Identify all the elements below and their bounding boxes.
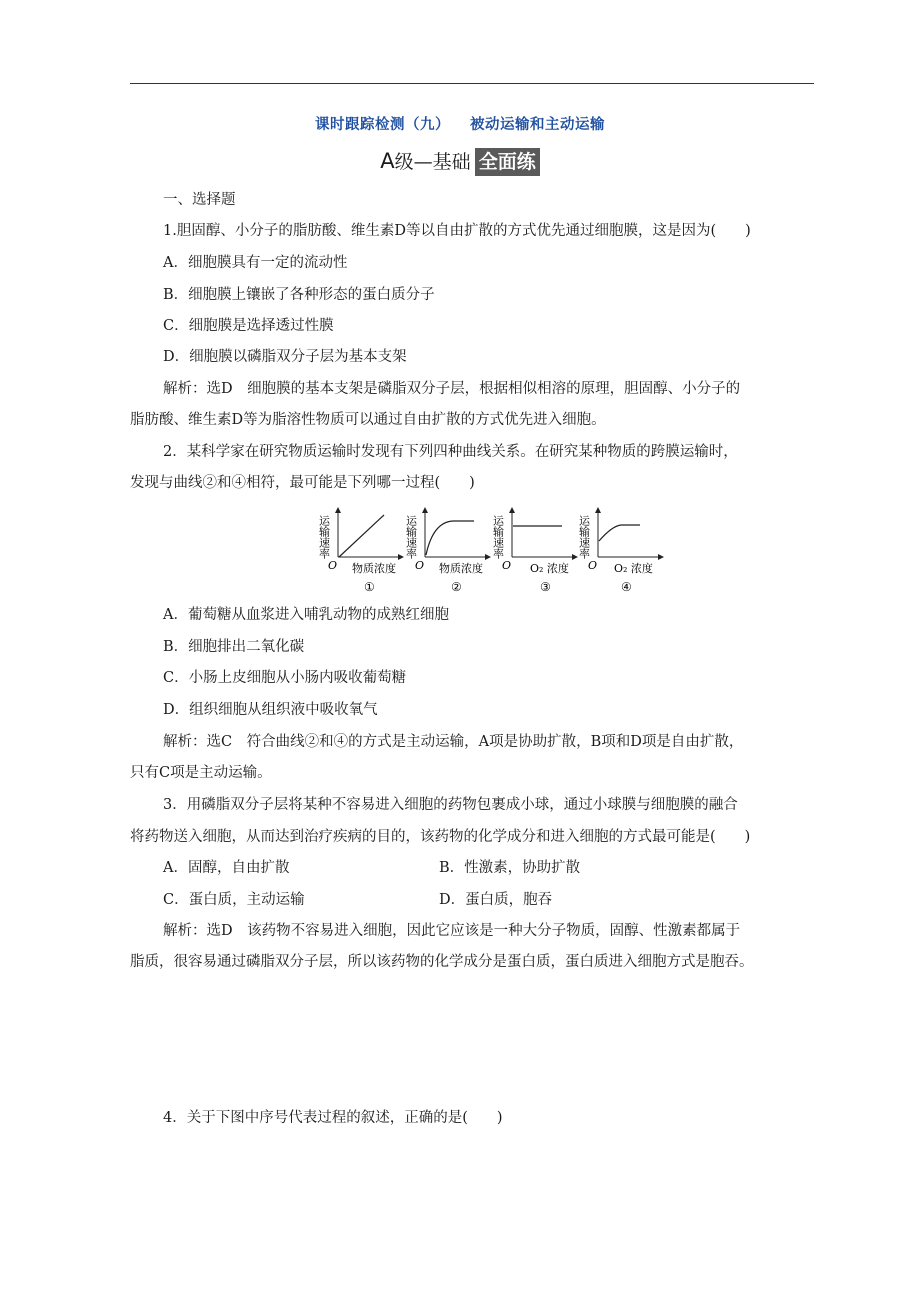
q3-option-d: D．蛋白质，胞吞 (439, 892, 553, 908)
graph-1-y-label: 运输速率 (318, 515, 331, 559)
title-right: 被动运输和主动运输 (470, 116, 605, 133)
question-3-line-2: 将药物送入细胞，从而达到治疗疾病的目的，该药物的化学成分和进入细胞的方式最可能是( ) (130, 829, 751, 845)
graph-3-number: ③ (540, 580, 551, 594)
graph-1-curve (339, 515, 384, 557)
question-2-line-1: 2．某科学家在研究物质运输时发现有下列四种曲线关系。在研究某种物质的跨膜运输时， (163, 444, 738, 460)
question-4: 4．关于下图中序号代表过程的叙述，正确的是( ) (163, 1110, 503, 1126)
q3-options-row-2 (163, 890, 552, 910)
q1-analysis-line-2: 脂肪酸、维生素D等为脂溶性物质可以通过自由扩散的方式优先进入细胞。 (130, 412, 606, 428)
graph-3-x-label: O₂ 浓度 (530, 562, 569, 575)
graph-2-y-label: 运输速率 (404, 515, 418, 559)
q1-option-d: D．细胞膜以磷脂双分子层为基本支架 (163, 349, 407, 365)
q1-option-b: B．细胞膜上镶嵌了各种形态的蛋白质分子 (163, 287, 435, 303)
graph-1-x-label: 物质浓度 (352, 562, 396, 575)
level-heading (0, 147, 920, 176)
graph-4-number: ④ (621, 580, 632, 594)
graph-4 (578, 508, 664, 594)
graph-3-y-label: 运输速率 (491, 515, 505, 559)
graph-4-curve (599, 525, 640, 541)
q3-option-c: C．蛋白质，主动运输 (163, 892, 305, 908)
graph-4-y-label: 运输速率 (577, 515, 591, 559)
q1-option-a: A．细胞膜具有一定的流动性 (163, 255, 348, 271)
q3-option-a: A．固醇，自由扩散 (163, 860, 290, 876)
level-box: 全面练 (475, 148, 540, 176)
graph-2 (405, 508, 491, 594)
graph-1 (318, 508, 403, 594)
page-title (0, 113, 920, 134)
graph-3 (492, 508, 578, 594)
q1-option-c: C．细胞膜是选择透过性膜 (163, 318, 334, 334)
q3-options-row-1 (163, 858, 580, 878)
q3-option-b: B．性激素，协助扩散 (439, 860, 581, 876)
level-prefix: A (380, 149, 395, 173)
q2-analysis-line-2: 只有C项是主动运输。 (130, 765, 272, 781)
q3-analysis-line-2: 脂质，很容易通过磷脂双分子层，所以该药物的化学成分是蛋白质，蛋白质进入细胞方式是胞吞。 (130, 954, 754, 970)
title-left: 课时跟踪检测（九） (315, 116, 450, 133)
question-2-line-2: 发现与曲线②和④相符，最可能是下列哪一过程( ) (130, 475, 475, 491)
graph-4-x-label: O₂ 浓度 (614, 562, 653, 575)
q2-option-a: A．葡萄糖从血浆进入哺乳动物的成熟红细胞 (163, 607, 449, 623)
level-mid: 级—基础 (394, 151, 471, 173)
top-rule (130, 83, 814, 84)
q1-analysis-line-1: 解析：选D 细胞膜的基本支架是磷脂双分子层，根据相似相溶的原理，胆固醇、小分子的 (163, 381, 741, 397)
graph-2-x-label: 物质浓度 (439, 562, 483, 575)
transport-curves-figure (318, 505, 668, 600)
q2-option-d: D．组织细胞从组织液中吸收氧气 (163, 702, 378, 718)
question-1: 1.胆固醇、小分子的脂肪酸、维生素D等以自由扩散的方式优先通过细胞膜，这是因为( ) (163, 223, 751, 239)
q2-option-b: B．细胞排出二氧化碳 (163, 639, 305, 655)
graph-3-origin: O (502, 559, 512, 572)
q3-analysis-line-1: 解析：选D 该药物不容易进入细胞，因此它应该是一种大分子物质，固醇、性激素都属于 (163, 923, 741, 939)
q2-analysis-line-1: 解析：选C 符合曲线②和④的方式是主动运输，A项是协助扩散，B项和D项是自由扩散， (163, 734, 744, 750)
graph-2-origin: O (415, 559, 425, 572)
question-3-line-1: 3．用磷脂双分子层将某种不容易进入细胞的药物包裹成小球，通过小球膜与细胞膜的融合 (163, 797, 738, 813)
graph-4-origin: O (588, 559, 598, 572)
graph-2-number: ② (451, 580, 462, 594)
graph-1-origin: O (328, 559, 338, 572)
graph-2-curve (426, 521, 474, 555)
graph-1-number: ① (364, 580, 375, 594)
q2-option-c: C．小肠上皮细胞从小肠内吸收葡萄糖 (163, 670, 407, 686)
section-heading: 一、选择题 (163, 192, 236, 208)
